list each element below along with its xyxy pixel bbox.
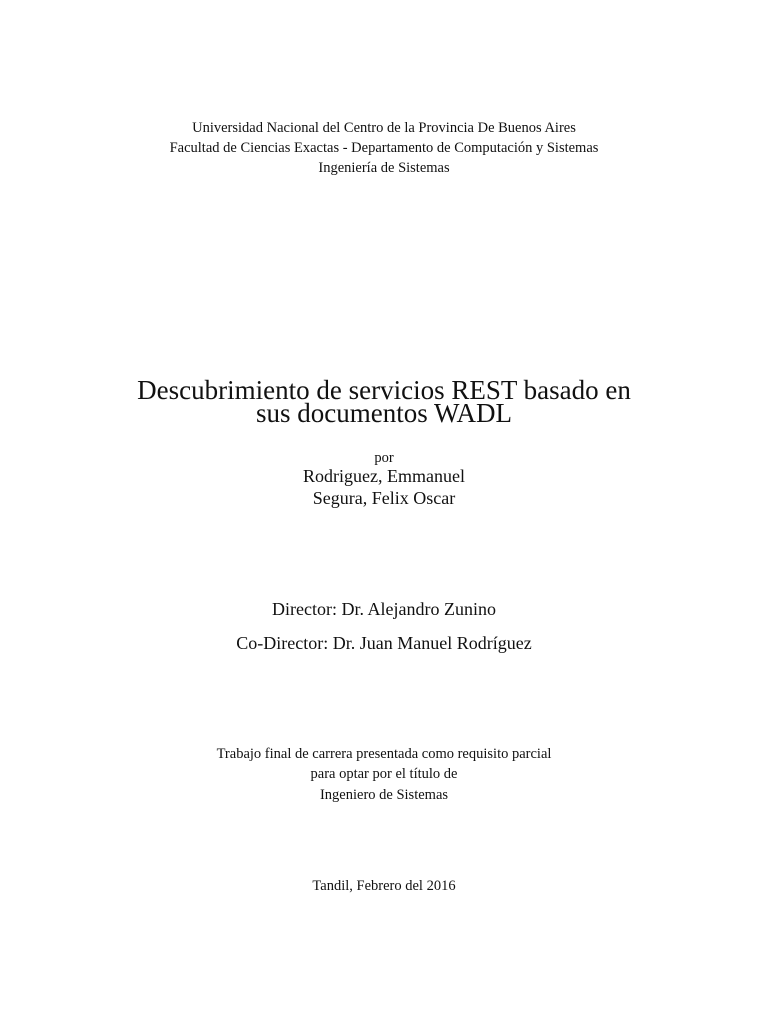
faculty-name: Facultad de Ciencias Exactas - Departamento de Computación y Sistemas xyxy=(169,140,599,156)
submission-note-line-2: para optar por el título de xyxy=(310,766,458,782)
author-name-1: Rodriguez, Emmanuel xyxy=(303,466,465,486)
by-label: por xyxy=(374,450,394,466)
place-and-date: Tandil, Febrero del 2016 xyxy=(312,878,456,894)
co-director: Co-Director: Dr. Juan Manuel Rodríguez xyxy=(236,633,532,653)
director: Director: Dr. Alejandro Zunino xyxy=(272,599,496,619)
thesis-title-line-1: Descubrimiento de servicios REST basado en xyxy=(137,375,631,405)
submission-note-line-1: Trabajo final de carrera presentada como requisito parcial xyxy=(216,746,552,762)
author-name-2: Segura, Felix Oscar xyxy=(312,488,456,508)
program-name: Ingeniería de Sistemas xyxy=(318,160,450,176)
university-name: Universidad Nacional del Centro de la Provincia De Buenos Aires xyxy=(192,120,576,136)
submission-note-line-3: Ingeniero de Sistemas xyxy=(319,787,449,803)
thesis-title-line-2: sus documentos WADL xyxy=(256,398,512,428)
